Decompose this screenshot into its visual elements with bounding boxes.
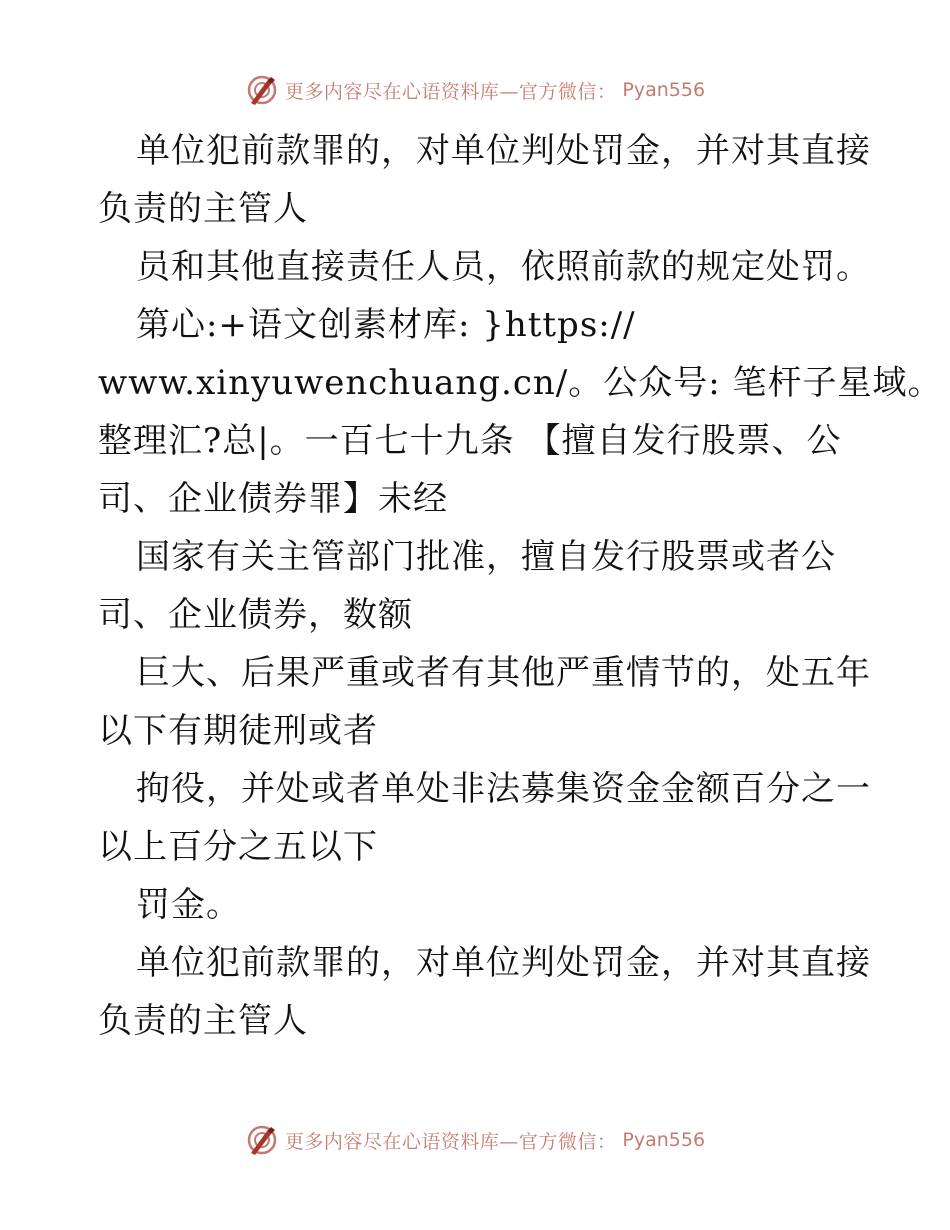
text-line: 司、企业债券罪】未经 <box>98 479 448 519</box>
text-line: 罚金。 <box>136 885 241 925</box>
header-banner <box>0 70 950 110</box>
pen-logo-icon <box>245 1123 279 1157</box>
text-line: 司、企业债券，数额 <box>98 595 413 635</box>
footer-wechat-id: Pyan556 <box>622 1129 706 1151</box>
text-line: 拘役，并处或者单处非法募集资金金额百分之一 <box>136 769 871 809</box>
text-line: 负责的主管人 <box>98 1001 308 1041</box>
footer-banner-text: 更多内容尽在心语资料库—官方微信： <box>284 1130 617 1153</box>
text-line: 国家有关主管部门批准，擅自发行股票或者公 <box>136 537 836 577</box>
header-wechat-id: Pyan556 <box>622 79 706 101</box>
text-line: 单位犯前款罪的，对单位判处罚金，并对其直接 <box>136 943 871 983</box>
header-banner-text: 更多内容尽在心语资料库—官方微信： <box>284 80 617 103</box>
text-line: 员和其他直接责任人员，依照前款的规定处罚。 <box>136 247 871 287</box>
text-line: 以上百分之五以下 <box>98 827 378 867</box>
text-line: 巨大、后果严重或者有其他严重情节的，处五年 <box>136 653 871 693</box>
document-body <box>98 122 943 1050</box>
text-line: www.xinyuwenchuang.cn/。公众号: 笔杆子星域。 <box>98 363 943 403</box>
text-line: 负责的主管人 <box>98 189 308 229</box>
text-line: 以下有期徒刑或者 <box>98 711 378 751</box>
text-line: 第心:+语文创素材库: }https:// <box>136 305 636 345</box>
text-line: 单位犯前款罪的，对单位判处罚金，并对其直接 <box>136 131 871 171</box>
pen-logo-icon <box>245 73 279 107</box>
footer-banner <box>0 1120 950 1160</box>
text-line: 整理汇?总|。一百七十九条 【擅自发行股票、公 <box>98 421 842 461</box>
